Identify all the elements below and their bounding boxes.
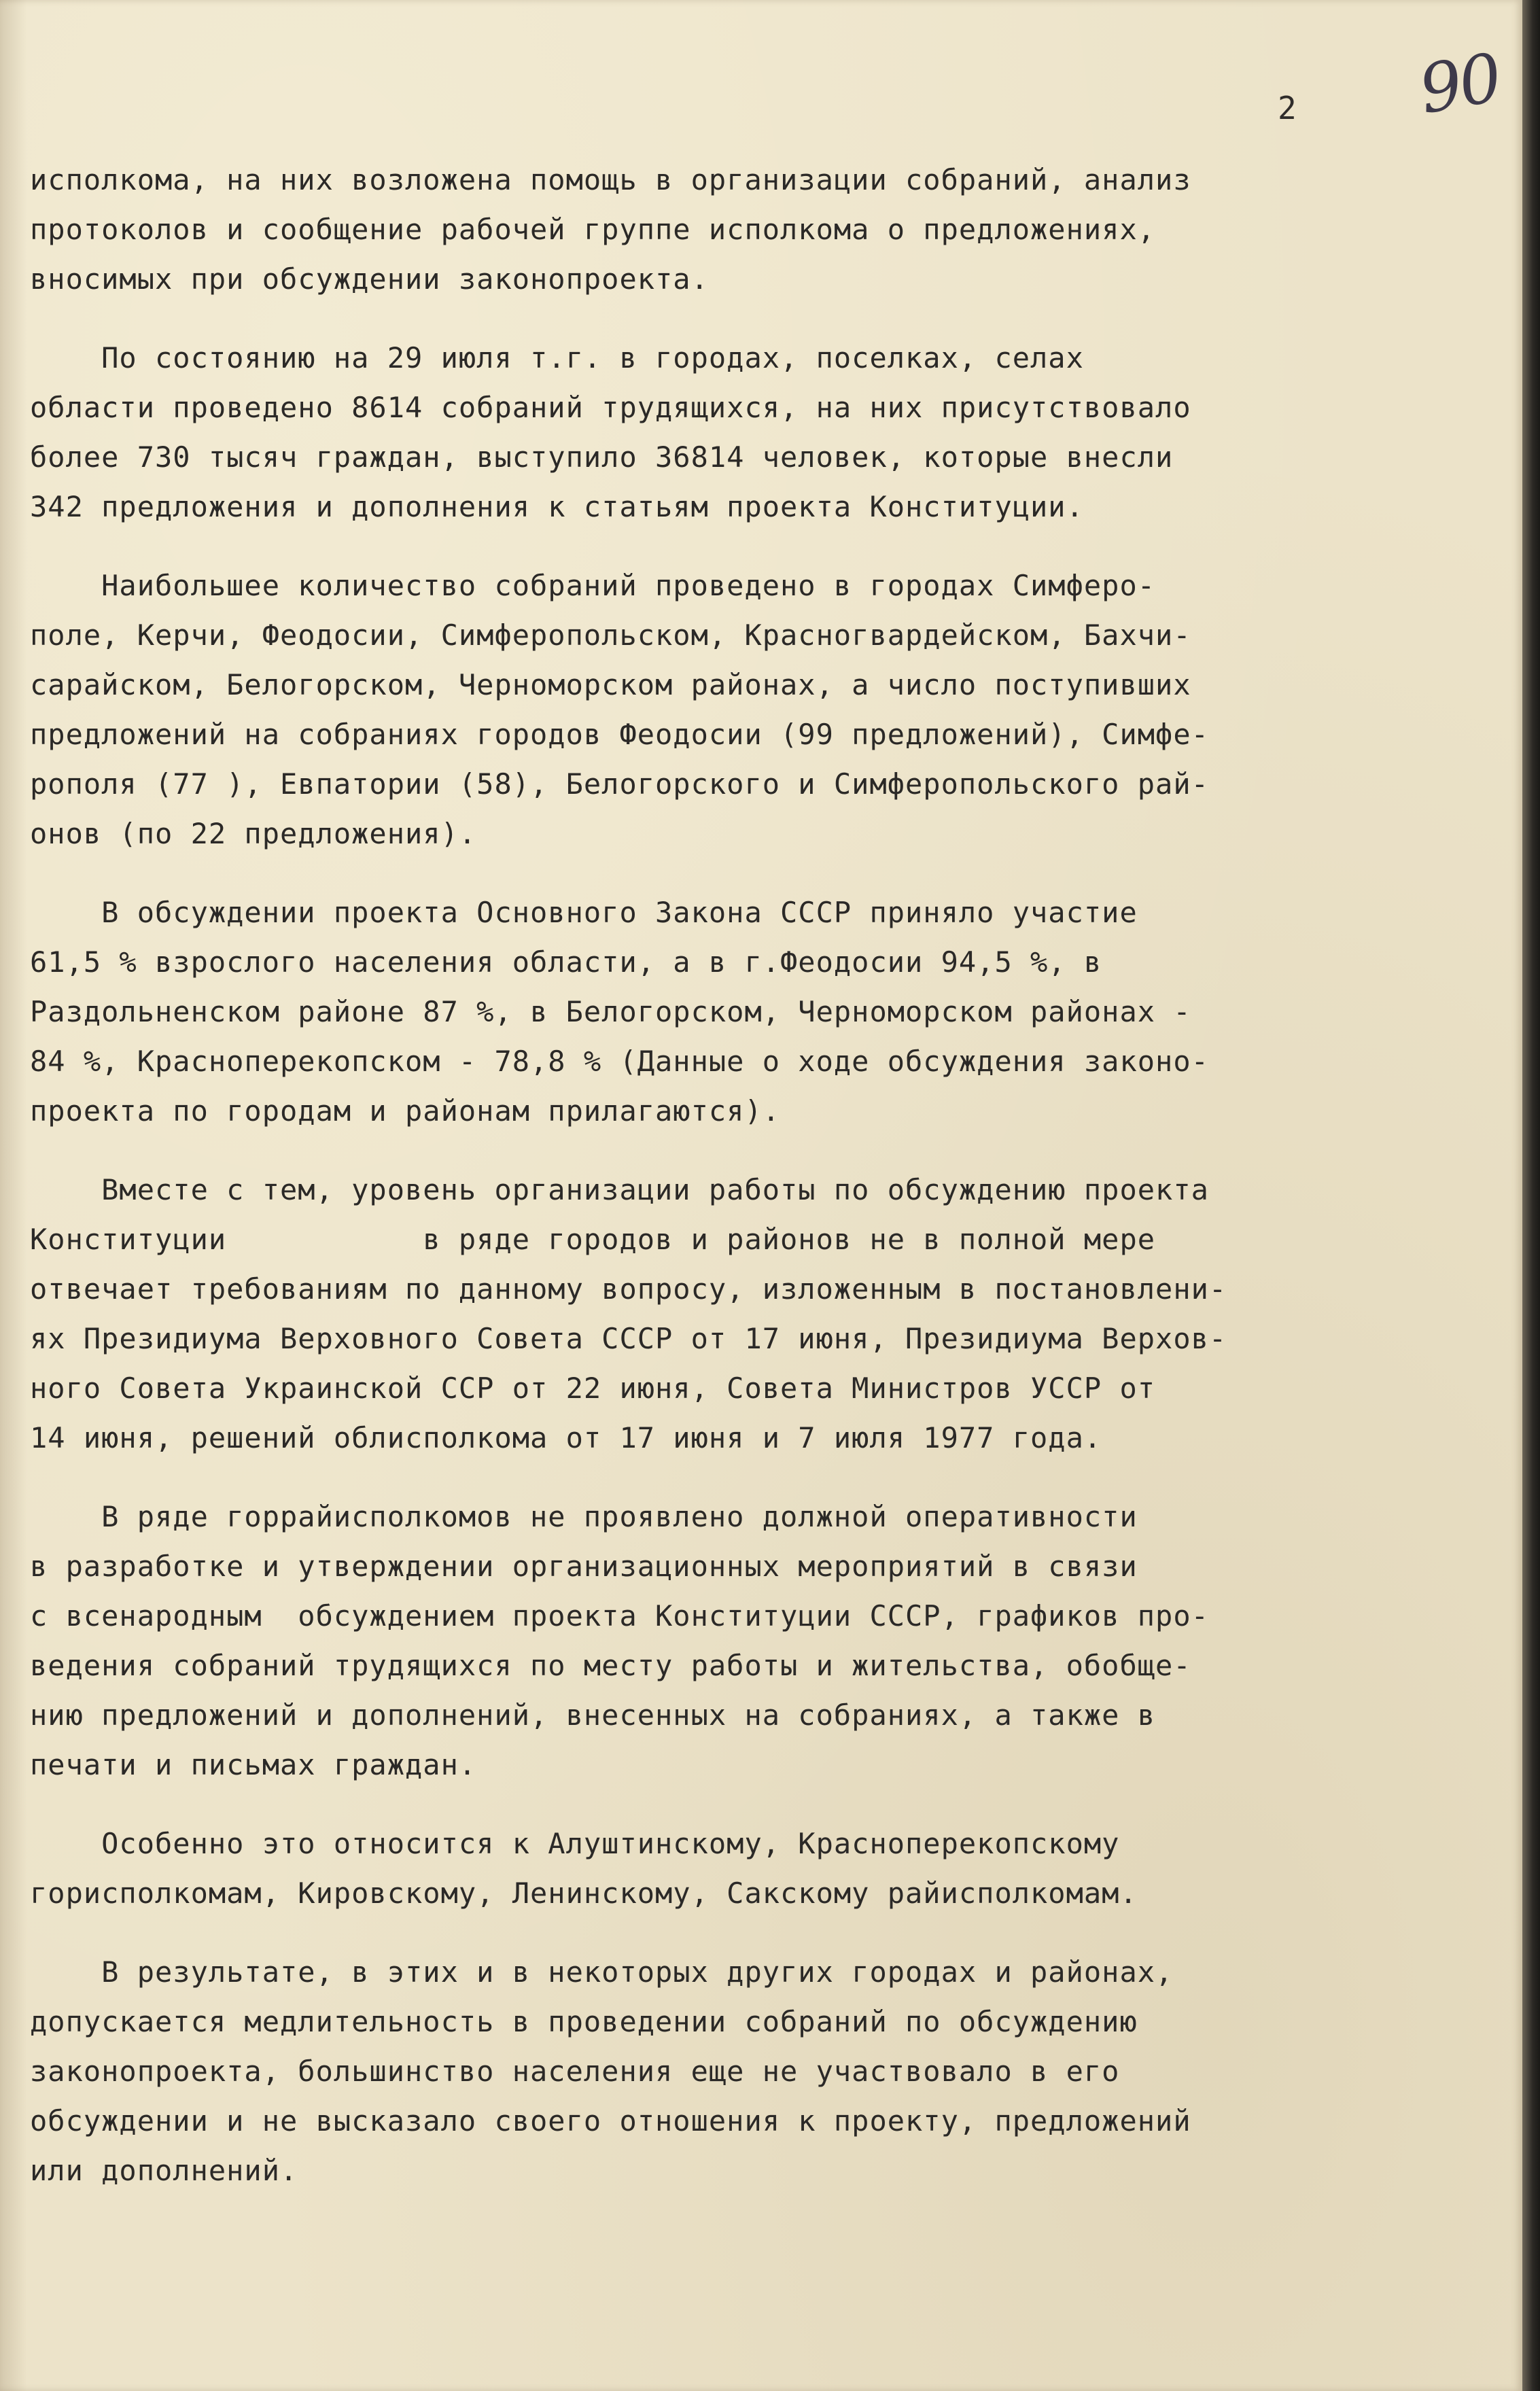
text-line: законопроекта, большинство населения еще не участвовало в его <box>30 2055 1120 2088</box>
text-line: 342 предложения и дополнения к статьям проекта Конституции. <box>30 490 1084 523</box>
paragraph <box>30 333 1382 531</box>
text-line: По состоянию на 29 июля т.г. в городах, поселках, селах <box>30 341 1084 374</box>
text-line: В ряде горрайисполкомов не проявлено должной оперативности <box>30 1500 1138 1533</box>
text-line: области проведено 8614 собраний трудящихся, на них присутствовало <box>30 391 1191 424</box>
paragraph-gap <box>30 1136 1382 1165</box>
text-line: в разработке и утверждении организационных мероприятий в связи <box>30 1550 1138 1583</box>
text-line: отвечает требованиям по данному вопросу, изложенным в постановлени- <box>30 1272 1227 1306</box>
document-body <box>30 155 1382 2195</box>
paragraph-gap <box>30 1463 1382 1492</box>
text-line: поле, Керчи, Феодосии, Симферопольском, Красногвардейском, Бахчи- <box>30 618 1191 652</box>
text-line: более 730 тысяч граждан, выступило 36814 человек, которые внесли <box>30 440 1174 474</box>
text-line: В результате, в этих и в некоторых других городах и районах, <box>30 1955 1174 1989</box>
text-line: проекта по городам и районам прилагаются). <box>30 1094 781 1128</box>
page-number: 2 <box>1278 90 1298 126</box>
page-edge <box>1522 0 1540 2391</box>
text-line: Раздольненском районе 87 %, в Белогорском, Черноморском районах - <box>30 995 1191 1028</box>
paragraph <box>30 561 1382 858</box>
text-line: сарайском, Белогорском, Черноморском районах, а число поступивших <box>30 668 1191 701</box>
text-line: обсуждении и не высказало своего отношения к проекту, предложений <box>30 2104 1191 2137</box>
text-line: онов (по 22 предложения). <box>30 817 477 850</box>
text-line: 14 июня, решений облисполкома от 17 июня и 7 июля 1977 года. <box>30 1421 1102 1454</box>
paragraph <box>30 1165 1382 1463</box>
text-line: вносимых при обсуждении законопроекта. <box>30 262 709 296</box>
binding-shadow <box>0 0 27 2391</box>
text-line: исполкома, на них возложена помощь в организации собраний, анализ <box>30 163 1191 196</box>
text-line: Наибольшее количество собраний проведено в городах Симферо- <box>30 569 1156 602</box>
text-line: протоколов и сообщение рабочей группе исполкома о предложениях, <box>30 213 1156 246</box>
text-line: горисполкомам, Кировскому, Ленинскому, Сакскому райисполкомам. <box>30 1877 1138 1910</box>
paragraph-gap <box>30 531 1382 561</box>
archive-folio-mark: 90 <box>1414 39 1505 130</box>
paragraph-gap <box>30 1790 1382 1819</box>
text-line: или дополнений. <box>30 2154 298 2187</box>
paragraph-gap <box>30 304 1382 333</box>
text-line: печати и письмах граждан. <box>30 1748 477 1781</box>
paragraph-gap <box>30 1918 1382 1947</box>
paragraph <box>30 888 1382 1136</box>
paragraph <box>30 1819 1382 1918</box>
text-line: Конституции в ряде городов и районов не в полной мере <box>30 1223 1156 1256</box>
text-line: Особенно это относится к Алуштинскому, Красноперекопскому <box>30 1827 1120 1860</box>
text-line: Вместе с тем, уровень организации работы по обсуждению проекта <box>30 1173 1209 1206</box>
paragraph <box>30 1492 1382 1790</box>
text-line: ного Совета Украинской ССР от 22 июня, Совета Министров УССР от <box>30 1372 1156 1405</box>
paragraph-gap <box>30 858 1382 888</box>
text-line: 84 %, Красноперекопском - 78,8 % (Данные о ходе обсуждения законо- <box>30 1045 1209 1078</box>
text-line: допускается медлительность в проведении собраний по обсуждению <box>30 2005 1138 2038</box>
text-line: ях Президиума Верховного Совета СССР от 17 июня, Президиума Верхов- <box>30 1322 1227 1355</box>
paragraph <box>30 1947 1382 2195</box>
text-line: предложений на собраниях городов Феодосии (99 предложений), Симфе- <box>30 718 1209 751</box>
text-line: 61,5 % взрослого населения области, а в г.Феодосии 94,5 %, в <box>30 945 1102 979</box>
text-line: ведения собраний трудящихся по месту работы и жительства, обобще- <box>30 1649 1191 1682</box>
text-line: В обсуждении проекта Основного Закона СССР приняло участие <box>30 896 1138 929</box>
paragraph <box>30 155 1382 304</box>
text-line: с всенародным обсуждением проекта Конституции СССР, графиков про- <box>30 1599 1209 1633</box>
text-line: нию предложений и дополнений, внесенных на собраниях, а также в <box>30 1698 1156 1732</box>
text-line: рополя (77 ), Евпатории (58), Белогорского и Симферопольского рай- <box>30 767 1209 801</box>
